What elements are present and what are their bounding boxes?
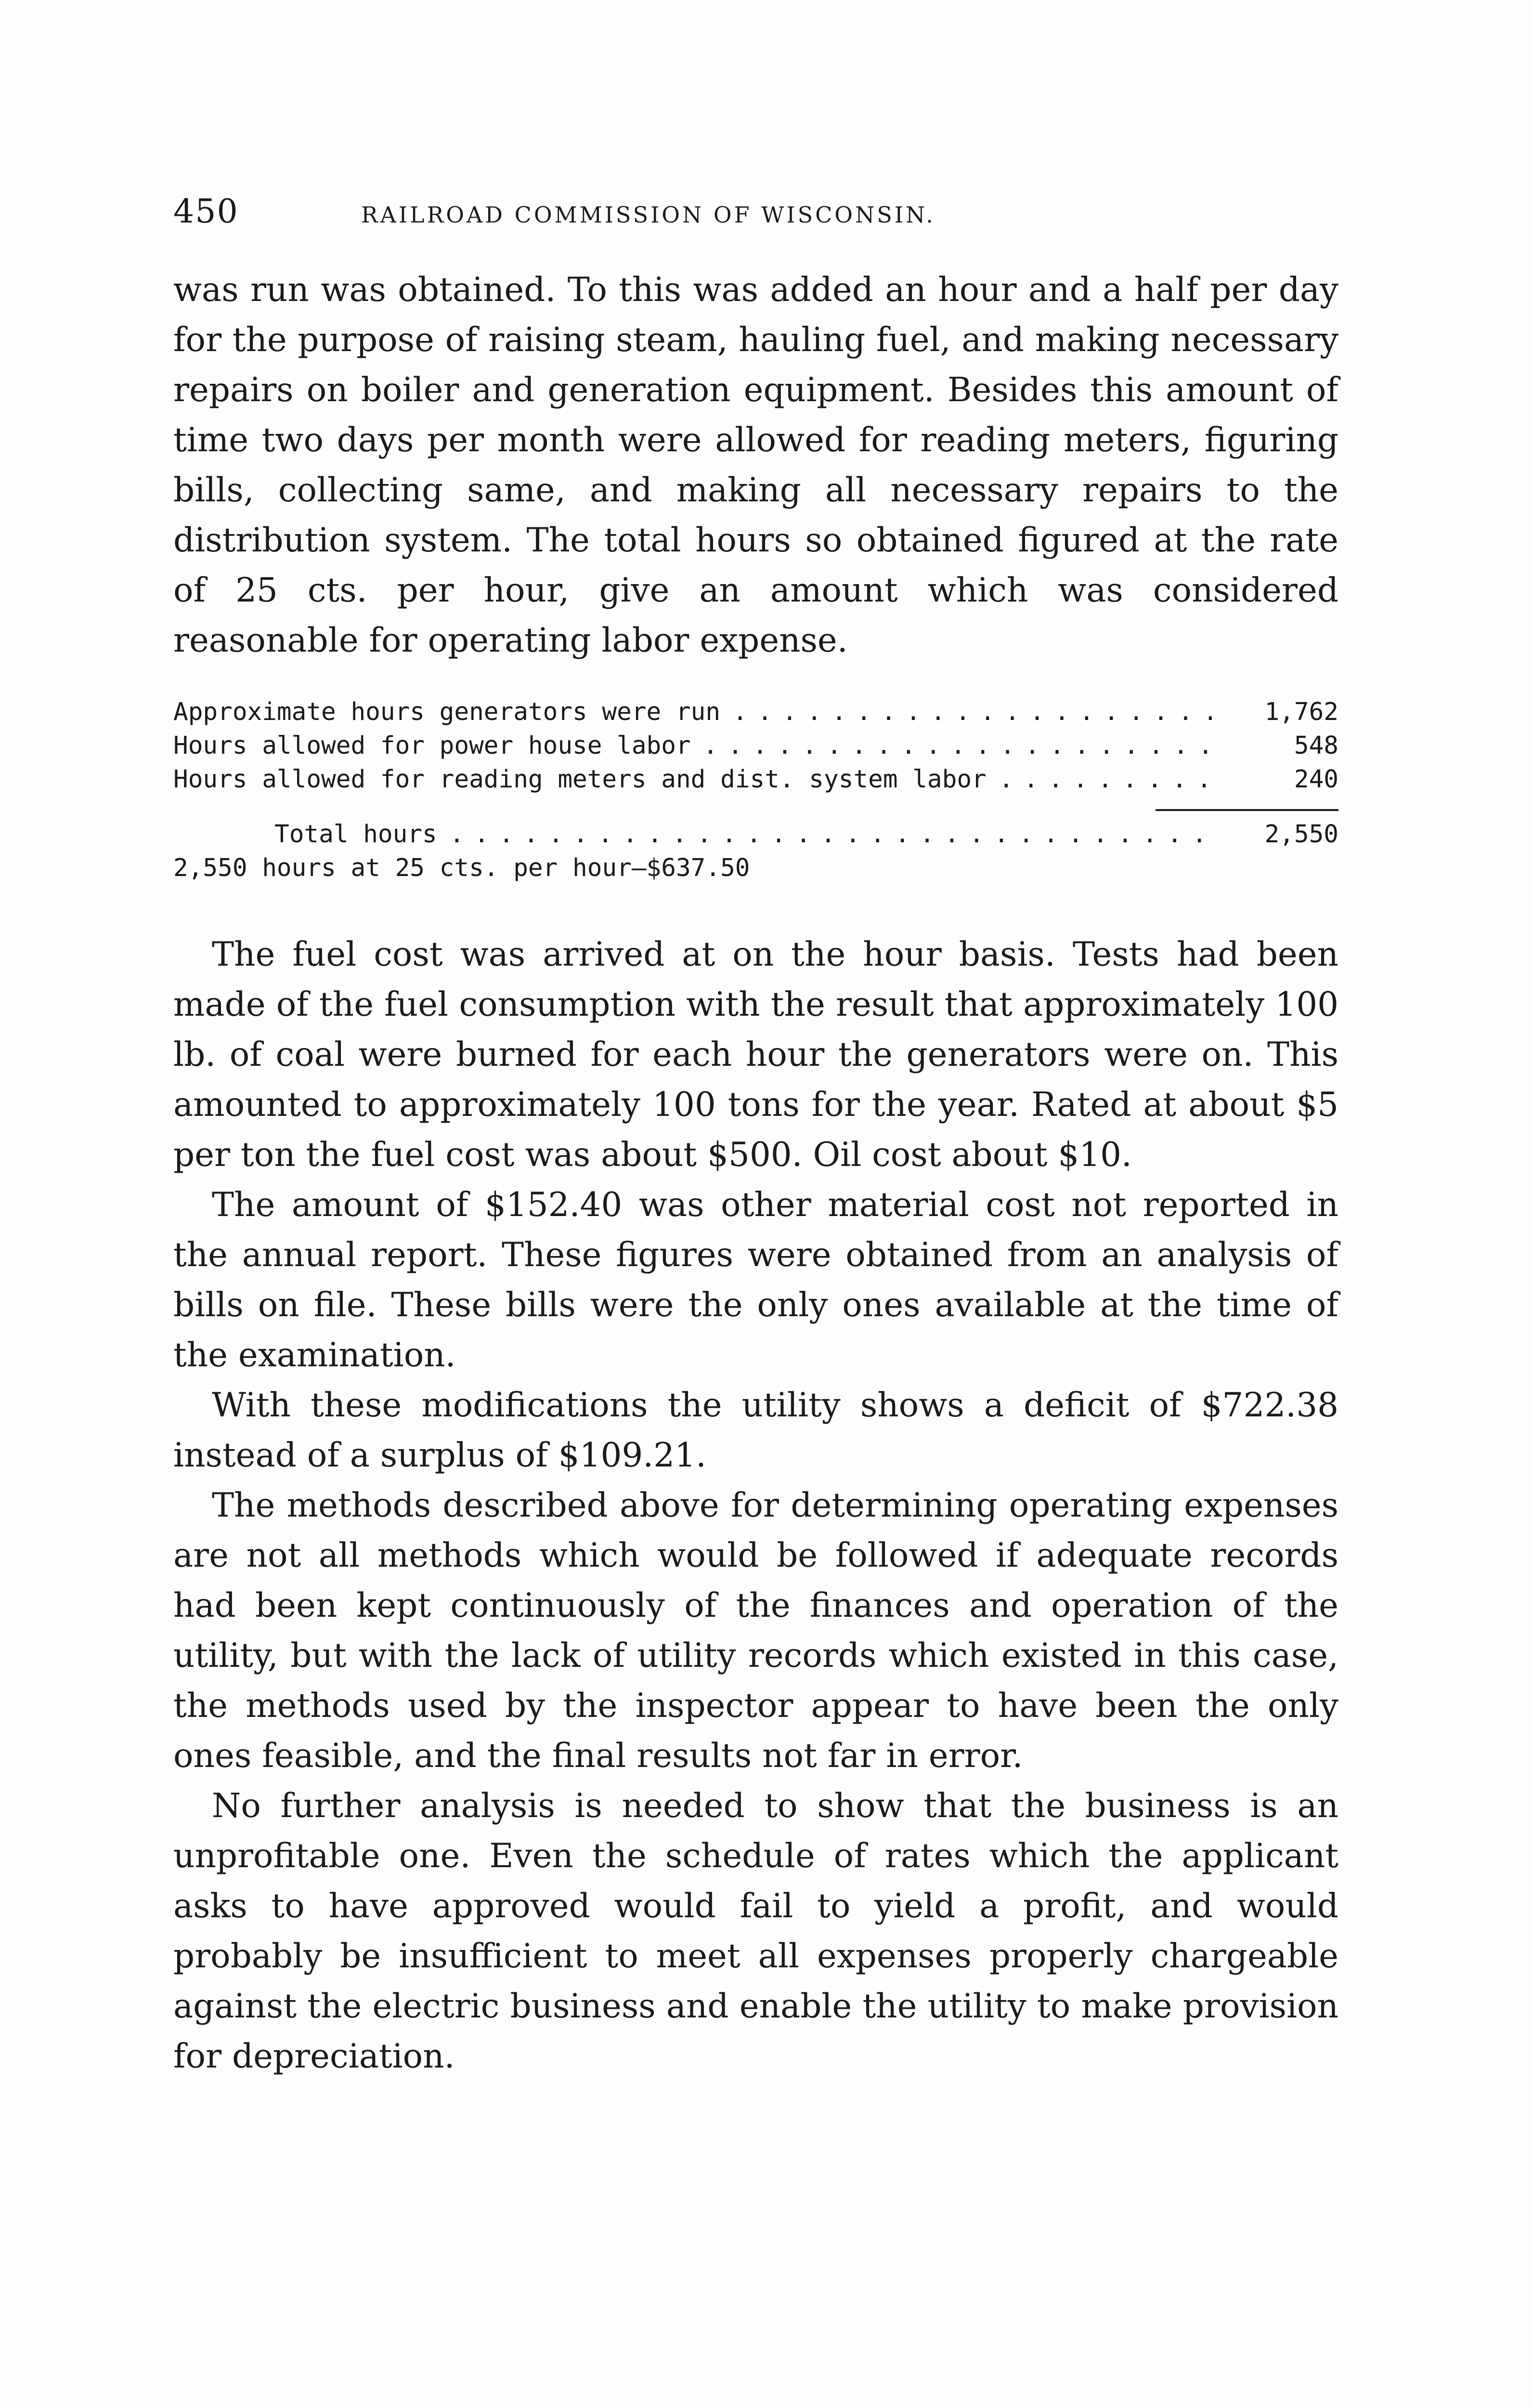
body-paragraph: The fuel cost was arrived at on the hour basis. Tests had been made of the fuel consumption with the result that approximately 100 lb. of coal were burned for each hour the generators were on. This amounted to approximately 100 tons for the year. Rated at about $5 per ton the fuel cost was about $500. Oil cost about $10. <box>173 935 1338 1174</box>
page-number: 450 <box>173 193 239 231</box>
row-value: 548 <box>1294 732 1338 760</box>
body-paragraph: With these modifications the utility shows a deficit of $722.38 instead of a surplus of $109.21. <box>173 1386 1338 1475</box>
total-value: 2,550 <box>1264 820 1338 849</box>
page-header <box>173 193 1338 236</box>
body-paragraph-continued: was run was obtained. To this was added an hour and a half per day for the purpose of raising steam, hauling fuel, and making necessary repairs on boiler and generation equipment. Besides this amount of time two days per month were allowed for reading meters, figuring bills, collecting same, and making all necessary repairs to the distribution system. The total hours so obtained figured at the rate of 25 cts. per hour, give an amount which was considered reasonable for operating labor expense. <box>173 271 1338 660</box>
body-paragraph: The methods described above for determining operating expenses are not all methods which would be followed if adequate records had been kept continuously of the finances and operation of the utility, but with the lack of utility records which existed in this case, the methods used by the inspector appear to have been the only ones feasible, and the final results not far in error. <box>173 1486 1338 1775</box>
body-text <box>173 929 1338 2081</box>
table-row <box>173 763 1338 797</box>
table-row <box>173 695 1338 729</box>
table-row <box>173 729 1338 763</box>
document-page <box>173 193 1338 2081</box>
sum-rule <box>1156 809 1338 811</box>
body-paragraph: The amount of $152.40 was other material cost not reported in the annual report. These figures were obtained from an analysis of bills on file. These bills were the only ones available at the time of the examination. <box>173 1186 1338 1374</box>
body-paragraph: No further analysis is needed to show that the business is an unprofitable one. Even the schedule of rates which the applicant asks to have approved would fail to yield a profit, and would probably be insufficient to meet all expenses properly chargeable against the electric business and enable the utility to make provision for depreciation. <box>173 1787 1338 2076</box>
total-label: Total hours . . . <box>173 818 1213 851</box>
total-row <box>173 818 1338 851</box>
labor-hours-table <box>173 695 1338 885</box>
row-label: Hours allowed for reading meters and dist. system labor . . . <box>173 763 1213 797</box>
labor-cost-computation: 2,550 hours at 25 cts. per hour—$637.50 <box>173 854 750 882</box>
row-value: 240 <box>1294 765 1338 794</box>
row-label: Approximate hours generators were run . . . <box>173 695 1213 729</box>
running-head: RAILROAD COMMISSION OF WISCONSIN. <box>361 202 935 228</box>
row-value: 1,762 <box>1264 698 1338 726</box>
row-label: Hours allowed for power house labor . . . <box>173 729 1213 763</box>
